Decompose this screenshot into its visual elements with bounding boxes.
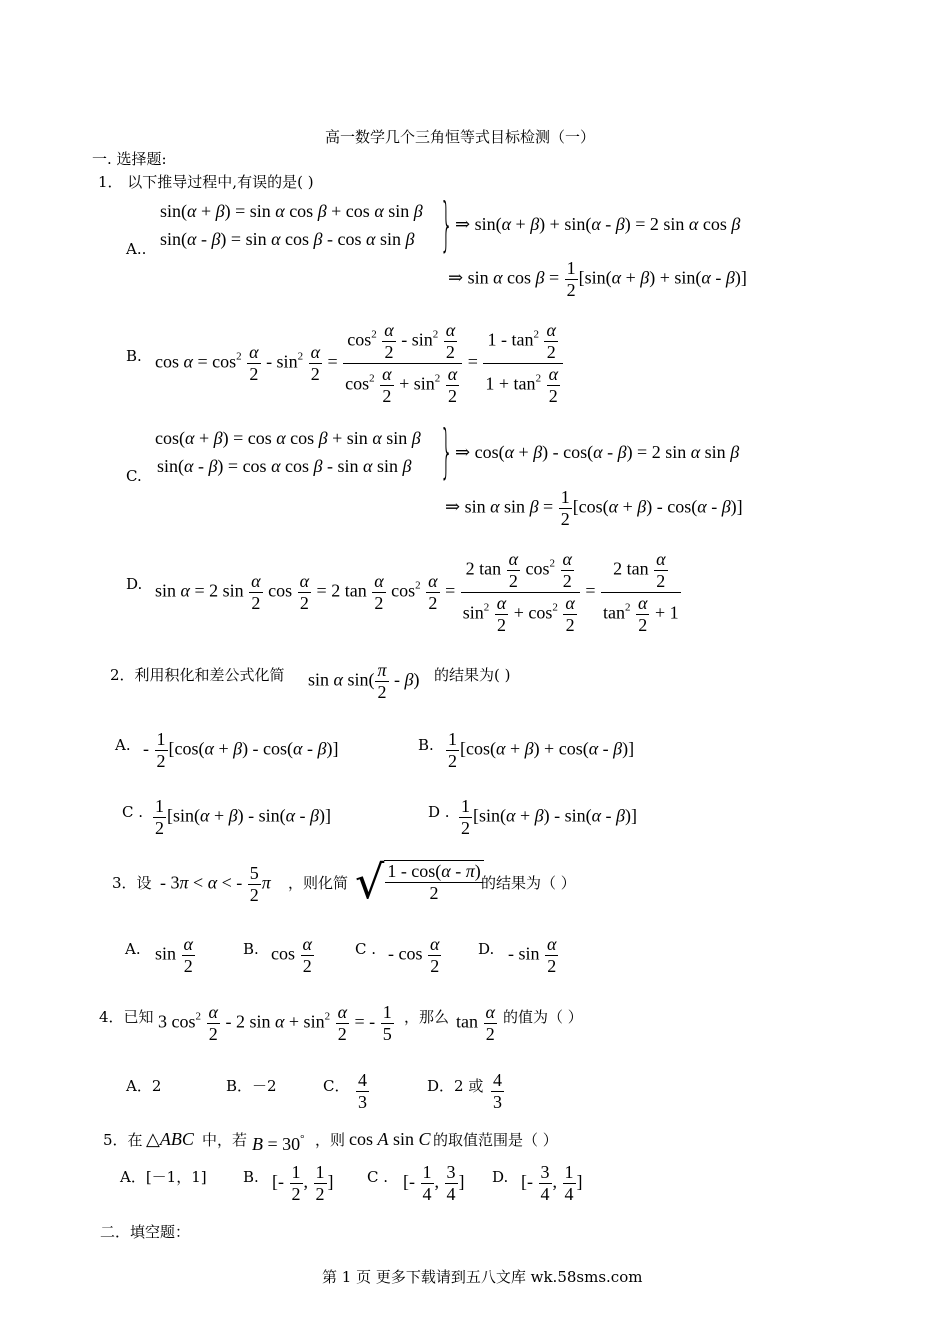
q4-stem-mid: ，那么 (404, 1008, 450, 1026)
q1-option-a-label: A.. (126, 240, 147, 258)
q3-option-b-formula: cos $\frac{\alpha}{2}$ (271, 934, 312, 976)
q5-stem-prefix: 5．在 (103, 1131, 143, 1149)
q4-option-c-formula: $\frac{4}{3}$ (358, 1070, 367, 1112)
q3-option-a-label: A. (125, 940, 141, 958)
q1a-formula-line2: sin(α - β) = sin α cos β - cos α sin β (160, 229, 415, 249)
q1c-formula-result2: ⇒ sin α sin β = $\frac{1}{2}$ [cos(α + β) - cos(α - β)] (445, 487, 743, 529)
section1-heading: 一. 选择题: (92, 150, 167, 168)
q1-stem: 1． 以下推导过程中,有误的是( ) (98, 173, 314, 191)
q5-option-c-label: C . (367, 1168, 389, 1186)
q4-stem-suffix: 的值为（ ） (503, 1008, 583, 1026)
q5-option-b-formula: [- $\frac{1}{2}$ , $\frac{1}{2}$ ] (272, 1162, 334, 1204)
q4-option-d-label: D．2 或 (427, 1077, 484, 1095)
q3-option-b-label: B. (243, 940, 259, 958)
q3-option-c-formula: - cos $\frac{\alpha}{2}$ (388, 934, 440, 976)
q2-stem-prefix: 2．利用积化和差公式化简 (110, 666, 285, 684)
q1a-formula-result1: ⇒ sin(α + β) + sin(α - β) = 2 sin α cos β (455, 214, 741, 234)
q5-stem-mid2: ，则 (315, 1131, 346, 1149)
q3-option-d-formula: - sin $\frac{\alpha}{2}$ (508, 934, 557, 976)
q5-option-d-label: D. (492, 1168, 509, 1186)
q3-stem-condition: - 3π < α < - $\frac{5}{2}$ π (160, 863, 271, 905)
q3-option-d-label: D. (478, 940, 495, 958)
q4-option-c-label: C． (323, 1077, 350, 1095)
page-title: 高一数学几个三角恒等式目标检测（一） (325, 128, 596, 146)
q4-stem-condition: 3 $\cos^2$ $\frac{\alpha}{2}$ - 2 $\sin \alpha + \sin^2$ $\frac{\alpha}{2}$ = - $\frac{1}{5}$ (158, 1002, 392, 1044)
q5-option-c-formula: [- $\frac{1}{4}$ , $\frac{3}{4}$ ] (403, 1162, 465, 1204)
q3-option-a-formula: sin $\frac{\alpha}{2}$ (155, 934, 193, 976)
q2-option-c-formula: $\frac{1}{2}$ [sin(α + β) - sin(α - β)] (155, 796, 331, 838)
q1c-right-brace: } (440, 417, 453, 485)
q2-option-d-label: D . (428, 803, 450, 821)
q1-option-c-label: C. (126, 467, 142, 485)
section2-heading: 二．填空题： (100, 1223, 191, 1241)
q3-stem-sqrt: √ $\frac{1 - \cos(\alpha - \pi)}{2}$ (355, 860, 484, 904)
q4-stem-prefix: 4．已知 (99, 1008, 154, 1026)
q5-option-b-label: B. (243, 1168, 259, 1186)
q2-option-c-label: C . (122, 803, 144, 821)
q1-option-b-label: B. (126, 347, 142, 365)
q1b-formula: $\cos \alpha = \cos^2$ $\frac{\alpha}{2}$ - $\sin^2$ $\frac{\alpha}{2}$ = $\cos^2$ $\frac{\alpha}{2}$ - $\sin^2$ $\frac{\alpha}{2}$ $\cos^2$ $\frac{\alpha}{2}$ + $\sin^2$ $\frac{\alpha}{2}$ = $1 - \tan^2$ $\frac{\alpha}{2}$ $1 + \tan^2$ $\frac{\alpha}{2}$ (155, 320, 564, 407)
q1a-formula-line1: sin(α + β) = sin α cos β + cos α sin β (160, 201, 423, 221)
q2-option-d-formula: $\frac{1}{2}$ [sin(α + β) - sin(α - β)] (461, 796, 637, 838)
q3-option-c-label: C . (355, 940, 377, 958)
q4-option-a: A．2 (126, 1077, 162, 1095)
q4-option-b: B．－2 (226, 1077, 277, 1095)
q4-option-d-formula: $\frac{4}{3}$ (493, 1070, 502, 1112)
q1a-formula-result2: ⇒ sin α cos β = $\frac{1}{2}$ [sin(α + β) + sin(α - β)] (448, 258, 747, 300)
q5-option-a: A．[－1，1] (120, 1168, 207, 1186)
page-footer: 第 1 页 更多下载请到五八文库 wk.58sms.com (322, 1268, 643, 1286)
q2-stem-formula: sin α sin( $\frac{\pi}{2}$ - β) (308, 660, 420, 702)
q1a-right-brace: } (440, 190, 453, 258)
q4-stem-target: tan $\frac{\alpha}{2}$ (456, 1002, 495, 1044)
q5-stem-condition: B = 30° (252, 1133, 305, 1154)
q5-stem-target: cos A sin C (349, 1129, 431, 1149)
q2-option-b-label: B. (418, 736, 434, 754)
q3-stem-suffix: 的结果为（ ） (481, 874, 576, 892)
q1-option-d-label: D. (126, 575, 143, 593)
q2-option-a-formula: - $\frac{1}{2}$ [cos(α + β) - cos(α - β)] (143, 729, 339, 771)
q1c-formula-line2: sin(α - β) = cos α cos β - sin α sin β (157, 456, 412, 476)
q5-stem-mid1: 中，若 (202, 1131, 248, 1149)
q2-stem-suffix: 的结果为( ) (434, 666, 511, 684)
q5-stem-triangle: △ABC (146, 1129, 194, 1149)
q3-stem-mid: ，则化简 (288, 874, 349, 892)
q1c-formula-result1: ⇒ cos(α + β) - cos(α - β) = 2 sin α sin β (455, 442, 740, 462)
q1c-formula-line1: cos(α + β) = cos α cos β + sin α sin β (155, 428, 421, 448)
q5-option-d-formula: [- $\frac{3}{4}$ , $\frac{1}{4}$ ] (521, 1162, 583, 1204)
q3-stem-prefix: 3．设 (112, 874, 152, 892)
q1d-formula: sin α = 2 sin $\frac{\alpha}{2}$ cos $\frac{\alpha}{2}$ = 2 tan $\frac{\alpha}{2}$ $\cos^2$ $\frac{\alpha}{2}$ = 2 tan $\frac{\alpha}{2}$ $\cos^2$ $\frac{\alpha}{2}$ $\sin^2$ $\frac{\alpha}{2}$ + $\cos^2$ $\frac{\alpha}{2}$ = 2 tan $\frac{\alpha}{2}$ $\tan^2$ $\frac{\alpha}{2}$ + 1 (155, 549, 679, 635)
q5-stem-suffix: 的取值范围是（ ） (433, 1131, 558, 1149)
q2-option-b-formula: $\frac{1}{2}$ [cos(α + β) + cos(α - β)] (448, 729, 635, 771)
q2-option-a-label: A. (115, 736, 131, 754)
